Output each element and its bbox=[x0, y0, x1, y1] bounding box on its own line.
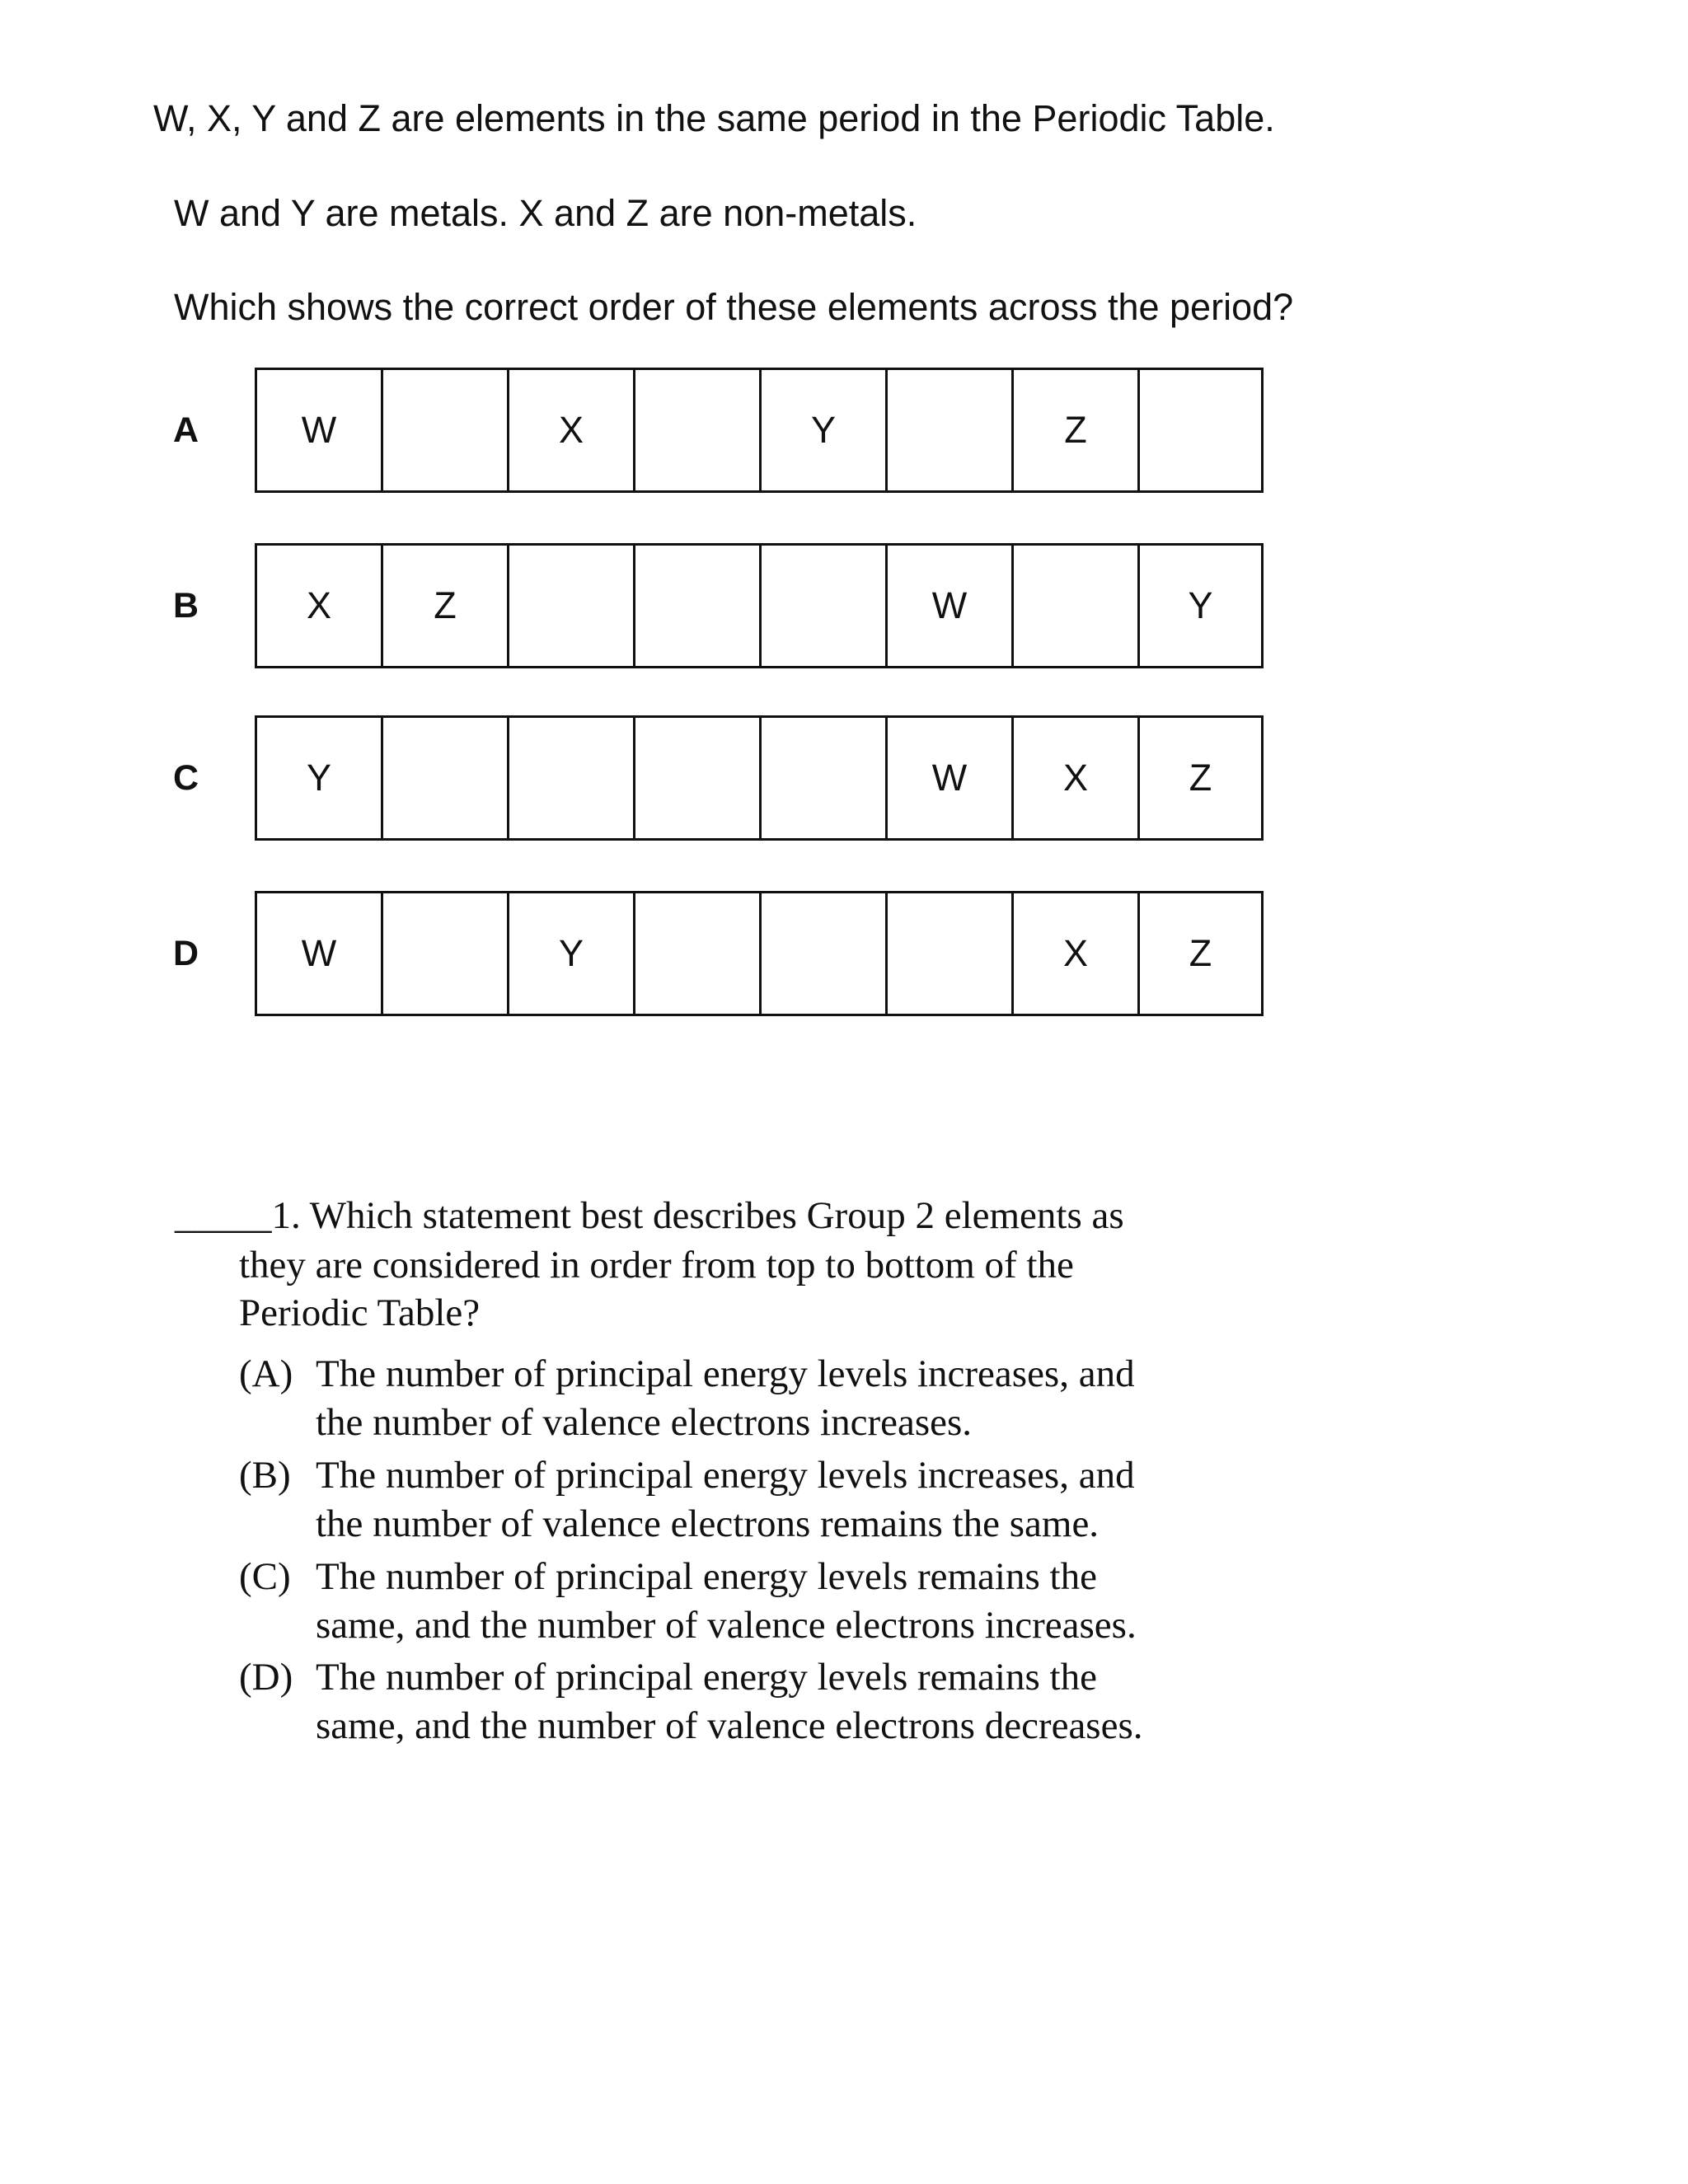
choice-text-line: same, and the number of valence electrons increases. bbox=[316, 1604, 1137, 1647]
question-1-stem-continued: they are considered in order from top to bottom of the bbox=[239, 1244, 1074, 1286]
period-cell bbox=[635, 893, 762, 1014]
period-cell bbox=[383, 893, 509, 1014]
choice-label: (B) bbox=[239, 1454, 291, 1497]
period-cell bbox=[888, 370, 1014, 490]
period-cell bbox=[383, 718, 509, 838]
period-cell: W bbox=[888, 546, 1014, 666]
choice-text bbox=[316, 1451, 1135, 1549]
period-cell: Y bbox=[257, 718, 383, 838]
period-cell: X bbox=[509, 370, 635, 490]
question-1-stem-end: Periodic Table? bbox=[239, 1291, 481, 1334]
option-letter-b: B bbox=[173, 586, 199, 626]
choice-text bbox=[316, 1350, 1135, 1447]
period-cell bbox=[635, 370, 762, 490]
choice-label: (C) bbox=[239, 1555, 291, 1598]
option-c-row bbox=[255, 715, 1264, 841]
period-cell: Z bbox=[383, 546, 509, 666]
option-a-row bbox=[255, 368, 1264, 493]
period-cell: Y bbox=[1188, 584, 1213, 626]
period-cell bbox=[1014, 546, 1140, 666]
period-cell: Y bbox=[762, 370, 888, 490]
choice-text-line: The number of principal energy levels remains the bbox=[316, 1555, 1097, 1598]
period-cell bbox=[509, 718, 635, 838]
option-letter-a: A bbox=[173, 410, 199, 450]
question-1-stem: _____1. Which statement best describes Group 2 elements as bbox=[175, 1194, 1124, 1237]
period-cell: Y bbox=[509, 893, 635, 1014]
intro-statement: W, X, Y and Z are elements in the same period in the Periodic Table. bbox=[153, 97, 1275, 139]
choice-label: (A) bbox=[239, 1352, 293, 1395]
period-cell: Z bbox=[1189, 757, 1212, 799]
period-cell: W bbox=[888, 718, 1014, 838]
period-cell bbox=[762, 546, 888, 666]
choice-text-line: The number of principal energy levels remains the bbox=[316, 1656, 1097, 1699]
intro-question: Which shows the correct order of these elements across the period? bbox=[174, 286, 1294, 328]
period-cell: Z bbox=[1014, 370, 1140, 490]
intro-metals-statement: W and Y are metals. X and Z are non-metals. bbox=[174, 192, 917, 234]
period-cell: X bbox=[257, 546, 383, 666]
choice-text bbox=[316, 1553, 1137, 1650]
choice-text-line: the number of valence electrons increases. bbox=[316, 1401, 973, 1444]
period-cell: X bbox=[1014, 718, 1140, 838]
period-cell bbox=[888, 893, 1014, 1014]
choice-text-line: The number of principal energy levels increases, and bbox=[316, 1352, 1135, 1395]
choice-text-line: same, and the number of valence electrons decreases. bbox=[316, 1704, 1143, 1747]
choice-text-line: The number of principal energy levels increases, and bbox=[316, 1454, 1135, 1497]
period-cell: W bbox=[257, 893, 383, 1014]
period-cell bbox=[762, 893, 888, 1014]
option-b-row bbox=[255, 543, 1264, 668]
option-d-row bbox=[255, 891, 1264, 1016]
period-cell bbox=[509, 546, 635, 666]
period-cell bbox=[1140, 370, 1261, 490]
period-cell: Z bbox=[1189, 932, 1212, 974]
choice-label: (D) bbox=[239, 1656, 293, 1699]
period-cell bbox=[635, 718, 762, 838]
period-cell bbox=[762, 718, 888, 838]
choice-text bbox=[316, 1653, 1143, 1750]
option-letter-d: D bbox=[173, 934, 199, 973]
period-cell bbox=[383, 370, 509, 490]
period-cell bbox=[635, 546, 762, 666]
option-letter-c: C bbox=[173, 758, 199, 798]
period-cell: X bbox=[1014, 893, 1140, 1014]
choice-text-line: the number of valence electrons remains the same. bbox=[316, 1502, 1100, 1545]
period-cell: W bbox=[257, 370, 383, 490]
